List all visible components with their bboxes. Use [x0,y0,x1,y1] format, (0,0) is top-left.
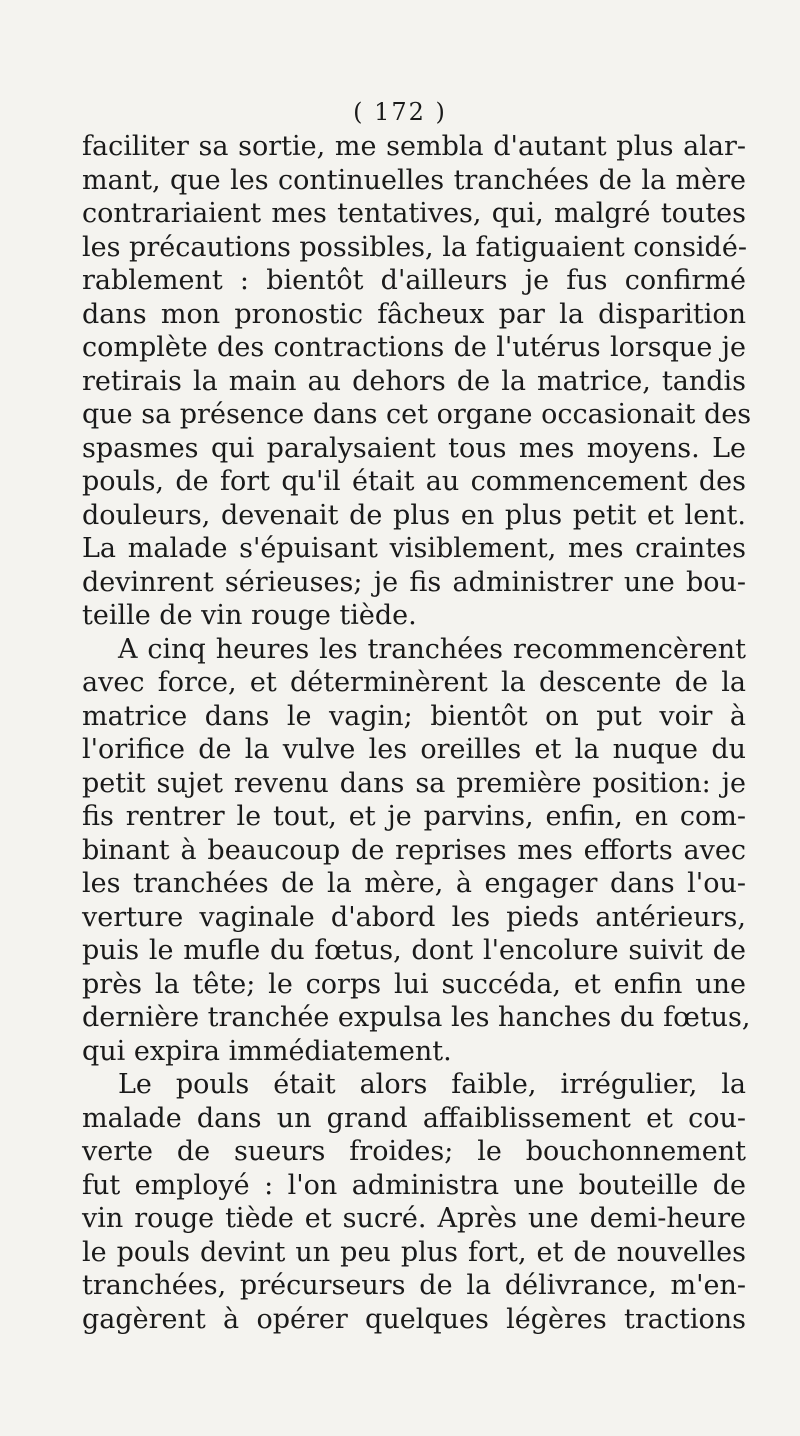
text-line: spasmes qui paralysaient tous mes moyens. Le [82,432,746,464]
body-text [82,130,752,1336]
text-line: avec force, et déterminèrent la descente de la [82,667,746,698]
text-line: vin rouge tiède et sucré. Après une demi-heure [82,1203,746,1234]
text-line: mant, que les continuelles tranchées de la mère [82,164,746,196]
text-line-paragraph-end: teille de vin rouge tiède. [82,600,417,631]
text-line: dans mon pronostic fâcheux par la disparition [82,298,746,330]
text-line: matrice dans le vagin; bientôt on put voir à [82,700,746,732]
text-line: fut employé : l'on administra une bouteille de [82,1169,746,1201]
text-line: contrariaient mes tentatives, qui, malgré toutes [82,198,746,229]
text-line: près la tête; le corps lui succéda, et enfin une [82,968,746,1000]
text-line: verture vaginale d'abord les pieds antérieurs, [82,901,746,933]
text-line-paragraph-start: Le pouls était alors faible, irrégulier, la [118,1069,746,1100]
text-line: les précautions possibles, la fatiguaient considé- [82,231,747,263]
text-line: douleurs, devenait de plus en plus petit et lent. [82,499,746,531]
text-line: retirais la main au dehors de la matrice, tandis [82,365,746,397]
text-line: complète des contractions de l'utérus lorsque je [82,332,746,363]
text-line: devinrent sérieuses; je fis administrer une bou- [82,566,746,598]
text-line: le pouls devint un peu plus fort, et de nouvelles [82,1236,746,1268]
text-line: faciliter sa sortie, me sembla d'autant plus alar- [82,131,746,162]
text-line: l'orifice de la vulve les oreilles et la nuque du [82,734,746,765]
text-line: puis le mufle du fœtus, dont l'encolure suivit de [82,935,746,966]
text-line: La malade s'épuisant visiblement, mes craintes [82,533,746,564]
text-line: petit sujet revenu dans sa première position: je [82,767,746,799]
text-line: gagèrent à opérer quelques légères tractions [82,1303,746,1335]
text-line: que sa présence dans cet organe occasionait des [82,399,752,430]
text-line: verte de sueurs froides; le bouchonnement [82,1136,746,1167]
text-line-paragraph-end: qui expira immédiatement. [82,1035,452,1067]
text-line: les tranchées de la mère, à engager dans l'ou- [82,868,746,899]
page-number: ( 172 ) [353,98,447,126]
text-line: malade dans un grand affaiblissement et cou- [82,1102,746,1134]
text-line: fis rentrer le tout, et je parvins, enfin, en com- [82,801,746,832]
text-line: tranchées, précurseurs de la délivrance, m'en- [82,1270,746,1301]
text-line: rablement : bientôt d'ailleurs je fus confirmé [82,265,746,296]
text-line: binant à beaucoup de reprises mes efforts avec [82,834,746,866]
text-line: pouls, de fort qu'il était au commencement des [82,466,746,497]
text-line: dernière tranchée expulsa les hanches du fœtus, [82,1002,751,1033]
text-line-paragraph-start: A cinq heures les tranchées recommencèrent [118,633,746,665]
